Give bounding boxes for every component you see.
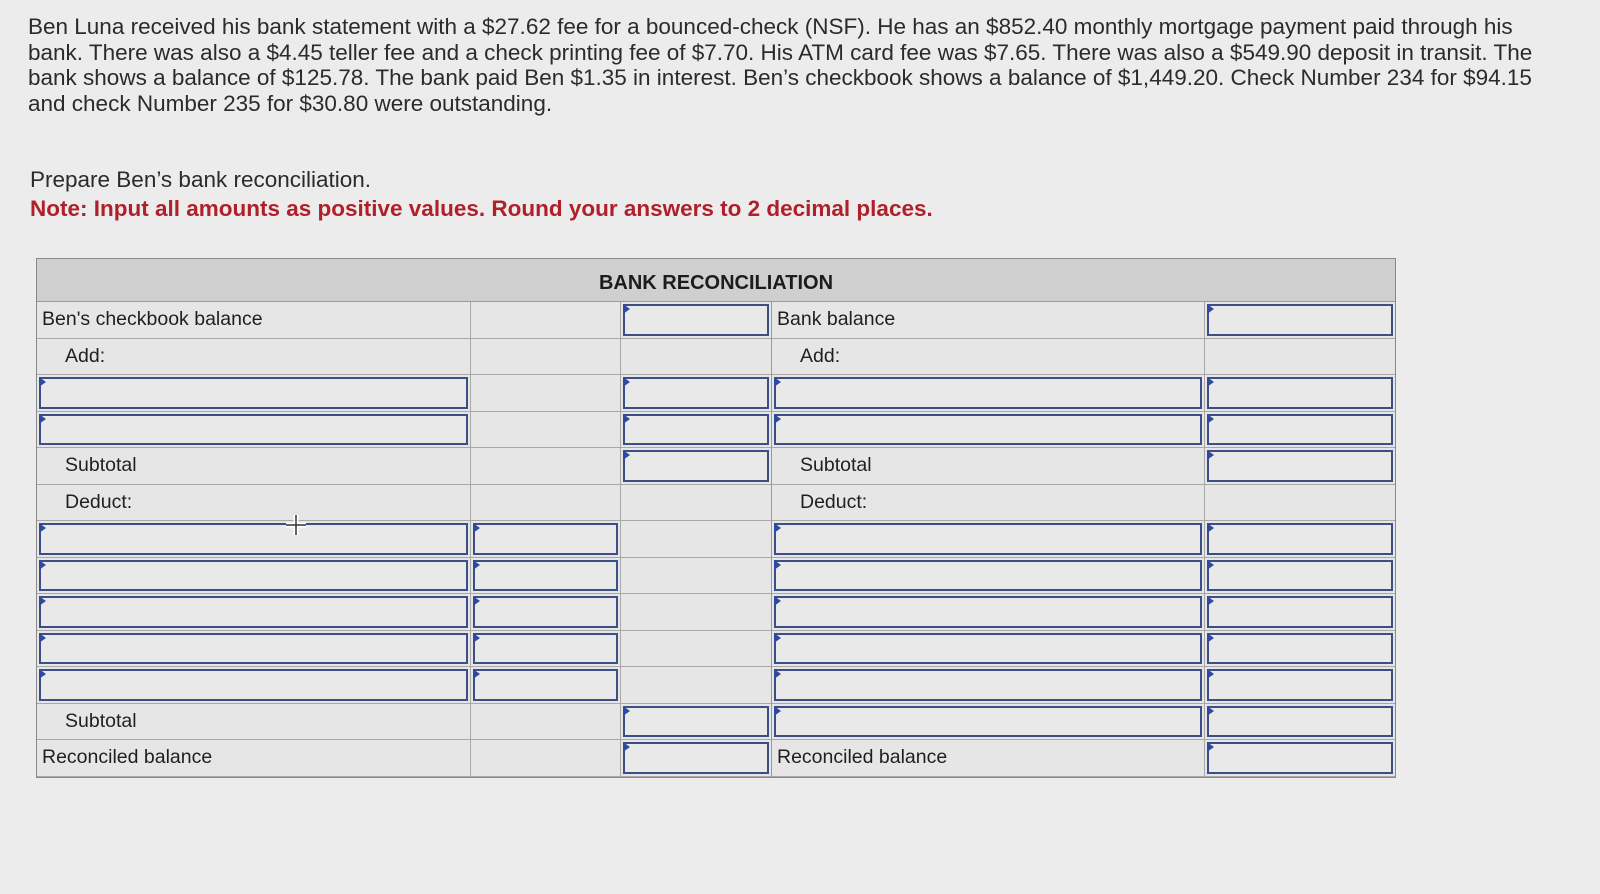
subtotal-label: Subtotal xyxy=(65,454,137,476)
table-row xyxy=(37,521,771,558)
table-row xyxy=(37,704,771,741)
table-row xyxy=(772,740,1395,777)
deduct-description-select[interactable] xyxy=(39,523,468,555)
subtotal-input[interactable] xyxy=(623,450,769,482)
checkbook-balance-input[interactable] xyxy=(623,304,769,336)
add-description-select[interactable] xyxy=(39,377,468,409)
table-row xyxy=(37,631,771,668)
bank-deduct-amount-input[interactable] xyxy=(1207,633,1393,665)
table-row xyxy=(37,485,771,522)
table-row xyxy=(37,667,771,704)
table-row xyxy=(37,740,771,777)
table-row xyxy=(772,521,1395,558)
bank-deduct-description-select[interactable] xyxy=(774,596,1202,628)
bank-subtotal-input[interactable] xyxy=(1207,450,1393,482)
checkbook-side xyxy=(37,302,772,777)
bank-deduct-amount-input[interactable] xyxy=(1207,560,1393,592)
add-label: Add: xyxy=(65,344,106,367)
add-description-select[interactable] xyxy=(39,414,468,446)
table-row xyxy=(772,594,1395,631)
deduct-description-select[interactable] xyxy=(39,560,468,592)
move-cursor-icon xyxy=(285,514,307,536)
bank-deduct-description-select[interactable] xyxy=(774,633,1202,665)
deduct-description-select[interactable] xyxy=(39,669,468,701)
add-label: Add: xyxy=(800,344,841,367)
reconciled-balance-label: Reconciled balance xyxy=(777,746,948,768)
table-row xyxy=(37,339,771,376)
bank-add-description-select[interactable] xyxy=(774,414,1202,446)
bank-deduct-amount-input[interactable] xyxy=(1207,596,1393,628)
table-row xyxy=(37,594,771,631)
bank-deduct-description-select[interactable] xyxy=(774,523,1202,555)
table-row xyxy=(772,375,1395,412)
bank-reconciled-balance-input[interactable] xyxy=(1207,742,1393,774)
add-amount-input[interactable] xyxy=(623,414,769,446)
bank-balance-label: Bank balance xyxy=(777,308,896,330)
table-row xyxy=(772,704,1395,741)
note: Note: Input all amounts as positive values. Round your answers to 2 decimal places. xyxy=(30,196,933,221)
bank-deduct-description-select[interactable] xyxy=(774,560,1202,592)
table-row xyxy=(772,667,1395,704)
deduct-amount-input[interactable] xyxy=(473,633,618,665)
bank-deduct-amount-input[interactable] xyxy=(1207,669,1393,701)
table-row xyxy=(37,448,771,485)
bank-deduct-description-select[interactable] xyxy=(774,669,1202,701)
deduct-amount-input[interactable] xyxy=(473,596,618,628)
problem-text: Ben Luna received his bank statement with a $27.62 fee for a bounced-check (NSF). He has an $852.40 monthly mortgage payment paid through his bank. There was also a $4.45 teller fee and a check printing fee of $7.70. His ATM card fee was $7.65. There was also a $549.90 deposit in transit. The bank shows a balance of $125.78. The bank paid Ben $1.35 in interest. Ben’s checkbook shows a balance of $1,449.20. Check Number 234 for $94.15 and check Number 235 for $30.80 were outstanding. xyxy=(28,14,1533,116)
problem-statement xyxy=(28,14,1573,116)
table-row xyxy=(772,448,1395,485)
table-row xyxy=(37,302,771,339)
bank-deduct-description-select[interactable] xyxy=(774,706,1202,738)
deduct-label: Deduct: xyxy=(65,490,133,513)
table-row xyxy=(772,631,1395,668)
bank-balance-input[interactable] xyxy=(1207,304,1393,336)
reconciled-balance-label: Reconciled balance xyxy=(42,746,213,768)
deduct-description-select[interactable] xyxy=(39,596,468,628)
table-row xyxy=(772,412,1395,449)
bank-add-amount-input[interactable] xyxy=(1207,414,1393,446)
deduct-amount-input[interactable] xyxy=(473,669,618,701)
bank-add-amount-input[interactable] xyxy=(1207,377,1393,409)
subtotal-label: Subtotal xyxy=(800,454,872,476)
bank-deduct-amount-input[interactable] xyxy=(1207,523,1393,555)
deduct-description-select[interactable] xyxy=(39,633,468,665)
instruction: Prepare Ben’s bank reconciliation. xyxy=(30,167,372,192)
bank-reconciliation-table xyxy=(36,258,1396,778)
deduct-subtotal-input[interactable] xyxy=(623,706,769,738)
checkbook-balance-label: Ben's checkbook balance xyxy=(42,308,263,330)
table-title: BANK RECONCILIATION xyxy=(37,259,1395,302)
bank-deduct-amount-input[interactable] xyxy=(1207,706,1393,738)
bank-add-description-select[interactable] xyxy=(774,377,1202,409)
table-row xyxy=(772,485,1395,522)
table-row xyxy=(772,302,1395,339)
subtotal-label: Subtotal xyxy=(65,709,137,732)
deduct-label: Deduct: xyxy=(800,490,868,513)
table-row xyxy=(772,558,1395,595)
reconciled-balance-input[interactable] xyxy=(623,742,769,774)
deduct-amount-input[interactable] xyxy=(473,560,618,592)
table-row xyxy=(37,558,771,595)
table-row xyxy=(37,412,771,449)
bank-side xyxy=(772,302,1395,777)
table-row xyxy=(37,375,771,412)
table-row xyxy=(772,339,1395,376)
deduct-amount-input[interactable] xyxy=(473,523,618,555)
add-amount-input[interactable] xyxy=(623,377,769,409)
